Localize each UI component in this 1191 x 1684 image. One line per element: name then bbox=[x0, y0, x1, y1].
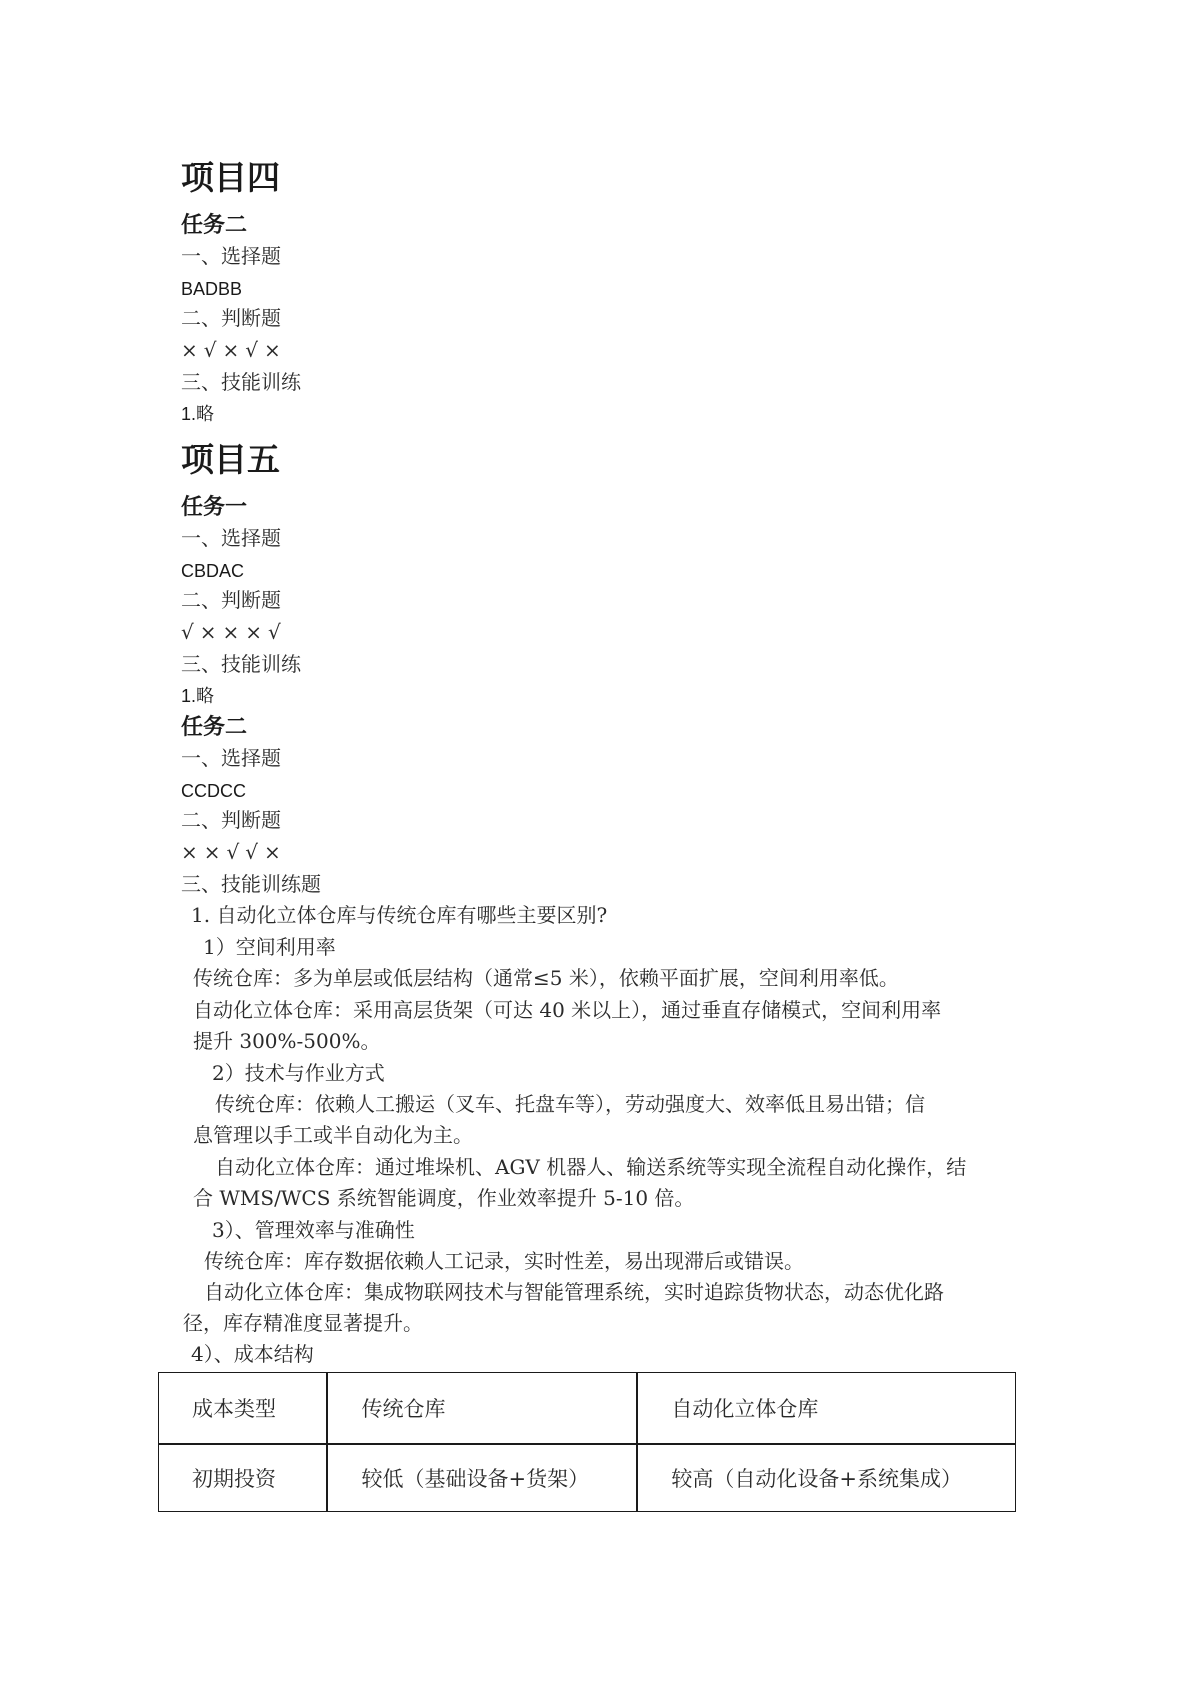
point-heading: 1）空间利用率 bbox=[203, 935, 336, 959]
point-heading: 2）技术与作业方式 bbox=[212, 1061, 385, 1085]
task-title: 任务二 bbox=[181, 714, 248, 740]
choice-heading: 一、选择题 bbox=[181, 244, 281, 268]
table-header-row bbox=[158, 1372, 1016, 1444]
table-header-cell: 自动化立体仓库 bbox=[637, 1372, 1016, 1444]
paragraph-line: 自动化立体仓库：集成物联网技术与智能管理系统，实时追踪货物状态，动态优化路 bbox=[204, 1280, 944, 1304]
skill-heading: 三、技能训练 bbox=[181, 652, 301, 676]
skill-heading: 三、技能训练题 bbox=[181, 872, 321, 896]
point-heading: 3）、管理效率与准确性 bbox=[212, 1218, 415, 1242]
paragraph-line: 径，库存精准度显著提升。 bbox=[183, 1311, 423, 1335]
choice-answers: BADBB bbox=[181, 279, 243, 299]
skill-answer: 1.略 bbox=[181, 404, 215, 424]
judge-answers: ××√√× bbox=[181, 840, 287, 864]
judge-heading: 二、判断题 bbox=[181, 306, 281, 330]
table-cell: 较低（基础设备+货架） bbox=[327, 1444, 637, 1512]
judge-answers: ×√×√× bbox=[181, 338, 287, 362]
question-text: 1. 自动化立体仓库与传统仓库有哪些主要区别? bbox=[191, 903, 608, 927]
task-title: 任务二 bbox=[181, 212, 248, 238]
paragraph-line: 合 WMS/WCS 系统智能调度，作业效率提升 5-10 倍。 bbox=[193, 1186, 695, 1210]
table-cell: 初期投资 bbox=[158, 1444, 327, 1512]
paragraph-line: 提升 300%-500%。 bbox=[193, 1029, 381, 1053]
choice-heading: 一、选择题 bbox=[181, 526, 281, 550]
judge-heading: 二、判断题 bbox=[181, 588, 281, 612]
judge-answers: √×××√ bbox=[181, 620, 287, 644]
section-title: 项目五 bbox=[181, 440, 280, 479]
cost-structure-table bbox=[158, 1372, 1016, 1512]
paragraph-line: 传统仓库：库存数据依赖人工记录，实时性差，易出现滞后或错误。 bbox=[204, 1249, 804, 1273]
skill-answer: 1.略 bbox=[181, 686, 215, 706]
point-heading: 4）、成本结构 bbox=[191, 1342, 314, 1366]
paragraph-line: 传统仓库：多为单层或低层结构（通常≤5 米），依赖平面扩展，空间利用率低。 bbox=[193, 966, 899, 990]
choice-answers: CCDCC bbox=[181, 781, 246, 801]
paragraph-line: 自动化立体仓库：通过堆垛机、AGV 机器人、输送系统等实现全流程自动化操作，结 bbox=[215, 1155, 967, 1179]
table-cell: 较高（自动化设备+系统集成） bbox=[637, 1444, 1016, 1512]
table-header-cell: 成本类型 bbox=[158, 1372, 327, 1444]
table-header-cell: 传统仓库 bbox=[327, 1372, 637, 1444]
paragraph-line: 传统仓库：依赖人工搬运（叉车、托盘车等），劳动强度大、效率低且易出错；信 bbox=[215, 1092, 925, 1116]
choice-answers: CBDAC bbox=[181, 561, 245, 581]
section-title: 项目四 bbox=[181, 158, 280, 197]
paragraph-line: 自动化立体仓库：采用高层货架（可达 40 米以上），通过垂直存储模式，空间利用率 bbox=[193, 998, 942, 1022]
judge-heading: 二、判断题 bbox=[181, 808, 281, 832]
choice-heading: 一、选择题 bbox=[181, 746, 281, 770]
table-row bbox=[158, 1444, 1016, 1512]
task-title: 任务一 bbox=[181, 494, 248, 520]
skill-heading: 三、技能训练 bbox=[181, 370, 301, 394]
paragraph-line: 息管理以手工或半自动化为主。 bbox=[193, 1123, 473, 1147]
